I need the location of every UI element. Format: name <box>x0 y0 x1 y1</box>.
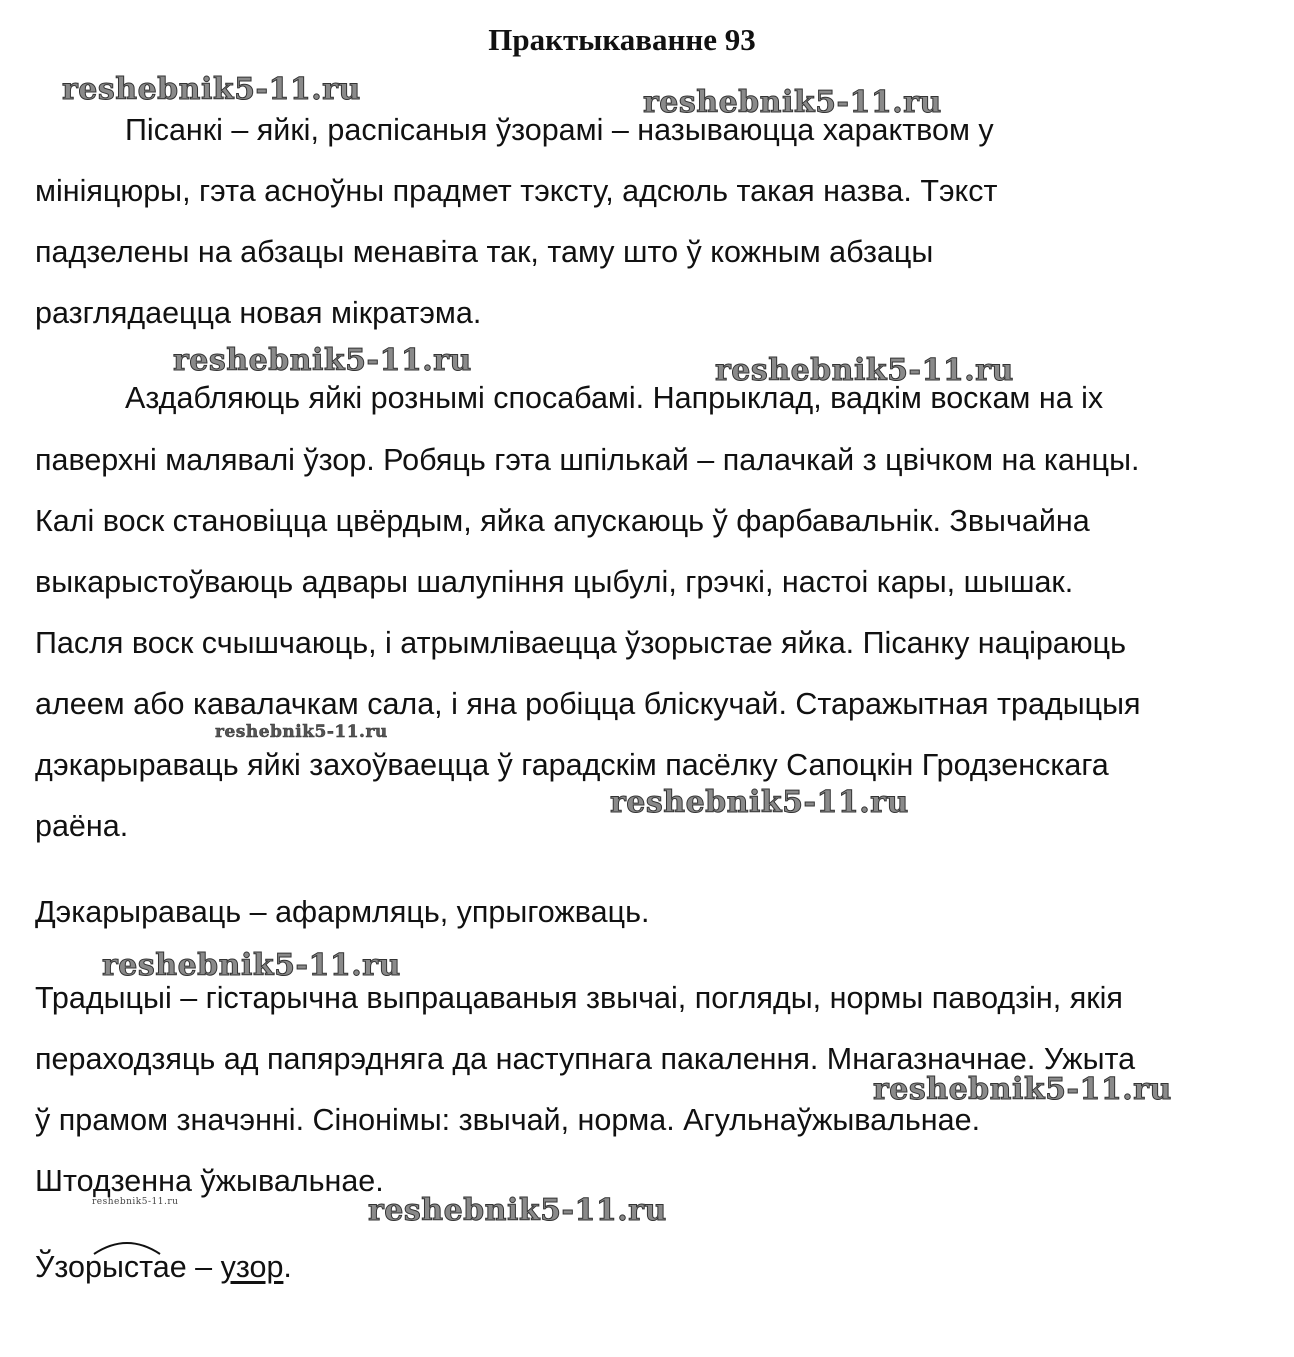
word-analysis <box>35 1252 292 1283</box>
watermark: reshebnik5-11.ru <box>368 1193 667 1228</box>
watermark: reshebnik5-11.ru <box>215 722 388 742</box>
paragraph2-line: выкарыстоўваюць адвары шалупіння цыбулі, грэчкі, настоі кары, шышак. <box>35 565 1074 599</box>
watermark: reshebnik5-11.ru <box>173 343 472 378</box>
analysis-period: . <box>283 1250 292 1284</box>
analysis-dash: – <box>186 1250 221 1284</box>
paragraph2-line: Калі воск становіцца цвёрдым, яйка апускаюць ў фарбавальнік. Звычайна <box>35 504 1090 538</box>
paragraph2-line: дэкарыраваць яйкі захоўваецца ў гарадскім пасёлку Сапоцкін Гродзенскага <box>35 748 1109 782</box>
paragraph2-line: раёна. <box>35 809 129 843</box>
watermark: reshebnik5-11.ru <box>102 948 401 983</box>
paragraph2-line: Пасля воск счышчаюць, і атрымліваецца ўзорыстае яйка. Пісанку націраюць <box>35 626 1127 660</box>
watermark: reshebnik5-11.ru <box>643 85 942 120</box>
analyzed-word: Ўзорыстае <box>35 1250 187 1284</box>
watermark: reshebnik5-11.ru <box>62 72 361 107</box>
watermark: reshebnik5-11.ru <box>873 1072 1172 1107</box>
watermark: reshebnik5-11.ru <box>92 1197 179 1207</box>
paragraph1-line: разглядаецца новая мікратэма. <box>35 296 482 330</box>
paragraph2-line: алеем або кавалачкам сала, і яна робіцца бліскучай. Старажытная традыцыя <box>35 687 1141 721</box>
paragraph2-line: Аздабляюць яйкі рознымі спосабамі. Напрыклад, вадкім воскам на іх <box>125 381 1104 415</box>
page-title: Практыкаванне 93 <box>488 22 756 57</box>
paragraph3-line: Штодзенна ўжывальнае. <box>35 1164 384 1198</box>
word-root: узор <box>220 1250 284 1284</box>
paragraph3-line: ў прамом значэнні. Сінонімы: звычай, норма. Агульнаўжывальнае. <box>35 1103 981 1137</box>
paragraph3-line: пераходзяць ад папярэдняга да наступнага пакалення. Мнагазначнае. Ужыта <box>35 1042 1136 1076</box>
paragraph2-line: паверхні малявалі ўзор. Робяць гэта шпількай – палачкай з цвічком на канцы. <box>35 443 1140 477</box>
watermark: reshebnik5-11.ru <box>715 353 1014 388</box>
paragraph1-line: падзелены на абзацы менавіта так, таму што ў кожным абзацы <box>35 235 934 269</box>
paragraph1-line: Пісанкі – яйкі, распісаныя ўзорамі – называюцца характвом у <box>125 113 994 147</box>
paragraph1-line: мініяцюры, гэта асноўны прадмет тэксту, адсюль такая назва. Тэкст <box>35 174 998 208</box>
paragraph3-line: Традыцыі – гістарычна выпрацаваныя звычаі, погляды, нормы паводзін, якія <box>35 981 1123 1015</box>
watermark: reshebnik5-11.ru <box>610 785 909 820</box>
definition-line: Дэкарыраваць – афармляць, упрыгожваць. <box>35 895 650 929</box>
